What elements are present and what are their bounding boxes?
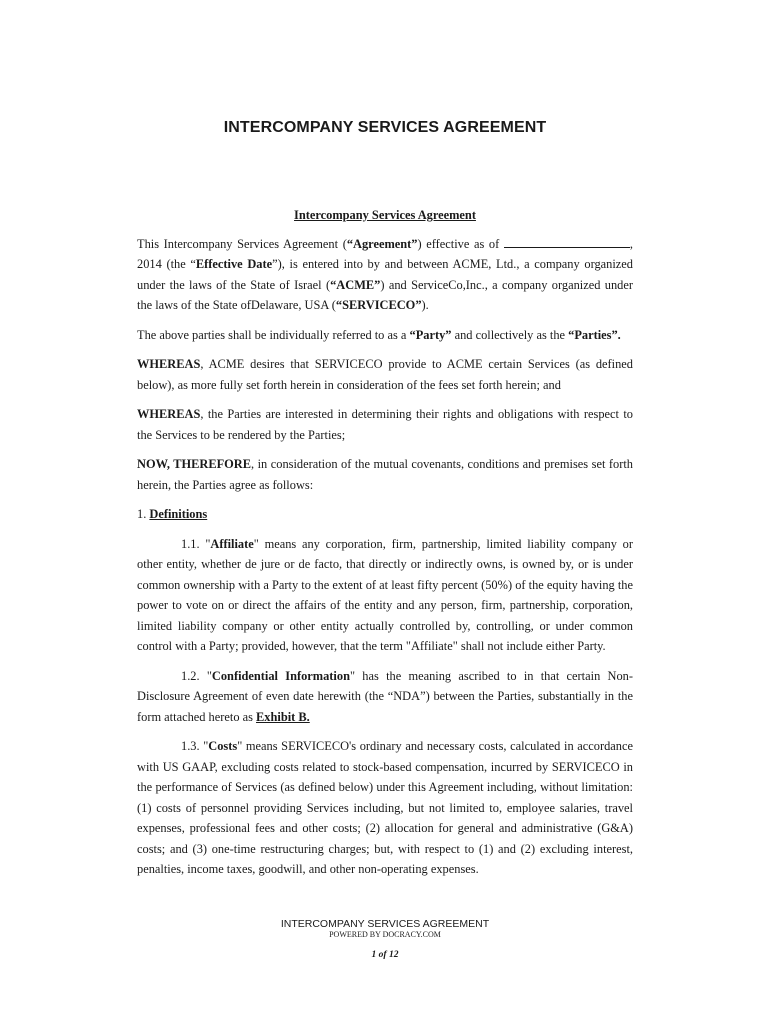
definition-confidential-information: 1.2. "Confidential Information" has the meaning ascribed to in that certain Non-Disclosure Agreement of even date herewith (the “NDA”) between the Parties, substantially in the form attached hereto as Exhibit B.: [137, 668, 633, 724]
definition-affiliate: 1.1. "Affiliate" means any corporation, firm, partnership, limited liability company or other entity, whether de jure or de facto, that directly or indirectly owns, is owned by, or is under common ownership with a Party to the extent of at least fifty percent (50%) of the equity having the power to vote on or direct the affairs of the entity and any person, firm, partnership, corporation, limited liability company or other entity actually controlled by, controlling, or under common control with a Party; provided, however, that the term "Affiliate" shall not include either Party.: [137, 536, 633, 653]
section-heading-definitions: 1. Definitions: [137, 507, 208, 521]
now-therefore-paragraph: NOW, THEREFORE, in consideration of the mutual covenants, conditions and premises set forth herein, the Parties agree as follows:: [137, 457, 633, 492]
intro-paragraph: This Intercompany Services Agreement (“Agreement”) effective as of , 2014 (the “Effective Date”), is entered into by and between ACME, Ltd., a company organized under the laws of the State of Israel (“ACME”) and ServiceCo,Inc., a company organized under the laws of the State ofDelaware, USA (“SERVICECO”).: [137, 236, 634, 312]
page-title: INTERCOMPANY SERVICES AGREEMENT: [223, 119, 547, 136]
definition-costs: 1.3. "Costs" means SERVICECO's ordinary and necessary costs, calculated in accordance with US GAAP, excluding costs related to stock-based compensation, incurred by SERVICECO in the performance of Services (as defined below) under this Agreement including, without limitation: (1) costs of personnel providing Services including, but not limited to, employee salaries, travel expenses, professional fees and other costs; (2) allocation for general and administrative (G&A) costs; and (3) one-time restructuring charges; but, with respect to (1) and (2) excluding interest, penalties, income taxes, goodwill, and other non-operating expenses.: [137, 739, 633, 876]
whereas-paragraph-1: WHEREAS, ACME desires that SERVICECO provide to ACME certain Services (as defined below), as more fully set forth herein in consideration of the fees set forth herein; and: [137, 357, 633, 392]
document-body: [137, 205, 633, 889]
parties-paragraph: The above parties shall be individually referred to as a “Party” and collectively as the “Parties”.: [137, 327, 621, 342]
footer-powered-by: POWERED BY DOCRACY.COM: [329, 930, 441, 939]
effective-date-blank: [504, 236, 630, 248]
page-number: 1 of 12: [371, 950, 399, 960]
page-footer: [0, 918, 770, 960]
footer-title: INTERCOMPANY SERVICES AGREEMENT: [280, 918, 490, 930]
whereas-paragraph-2: WHEREAS, the Parties are interested in determining their rights and obligations with respect to the Services to be rendered by the Parties;: [137, 407, 633, 442]
agreement-subtitle: Intercompany Services Agreement: [294, 208, 476, 222]
exhibit-b-reference: Exhibit B.: [256, 709, 310, 724]
